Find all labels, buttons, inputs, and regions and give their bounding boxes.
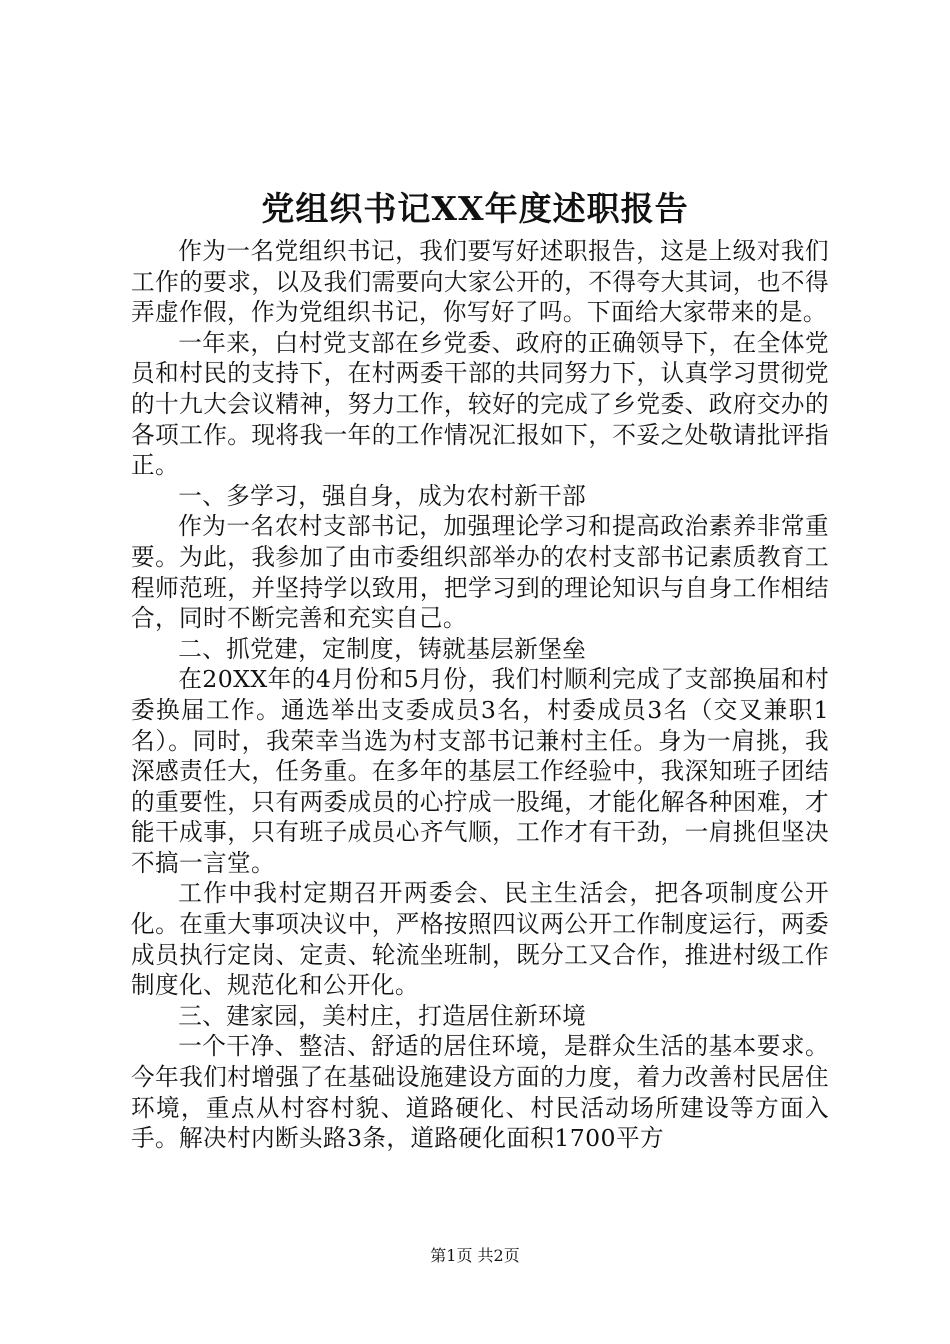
paragraph: 一个干净、整洁、舒适的居住环境，是群众生活的基本要求。今年我们村增强了在基础设施建设方面的力度，着力改善村民居住环境，重点从村容村貌、道路硬化、村民活动场所建设等方面入手。解决村内断头路3条，道路硬化面积1700平方: [131, 1032, 829, 1153]
document-body: [131, 236, 829, 1154]
paragraph: 一年来，白村党支部在乡党委、政府的正确领导下，在全体党员和村民的支持下，在村两委干部的共同努力下，认真学习贯彻党的十九大会议精神，努力工作，较好的完成了乡党委、政府交办的各项工作。现将我一年的工作情况汇报如下，不妥之处敬请批评指正。: [131, 328, 829, 480]
section-heading: 一、多学习，强自身，成为农村新干部: [178, 481, 587, 510]
section-heading: 二、抓党建，定制度，铸就基层新堡垒: [178, 634, 587, 663]
paragraph: 在20XX年的4月份和5月份，我们村顺利完成了支部换届和村委换届工作。通选举出支委成员3名，村委成员3名（交叉兼职1名）。同时，我荣幸当选为村支部书记兼村主任。身为一肩挑，我深感责任大，任务重。在多年的基层工作经验中，我深知班子团结的重要性，只有两委成员的心拧成一股绳，才能化解各种困难，才能干成事，只有班子成员心齐气顺，工作才有干劲，一肩挑但坚决不搞一言堂。: [131, 665, 829, 877]
paragraph: 作为一名农村支部书记，加强理论学习和提高政治素养非常重要。为此，我参加了由市委组织部举办的农村支部书记素质教育工程师范班，并坚持学以致用，把学习到的理论知识与自身工作相结合，同时不断完善和充实自己。: [131, 512, 829, 633]
paragraph: 工作中我村定期召开两委会、民主生活会，把各项制度公开化。在重大事项决议中，严格按照四议两公开工作制度运行，两委成员执行定岗、定责、轮流坐班制，既分工又合作，推进村级工作制度化、规范化和公开化。: [131, 879, 829, 1000]
section-heading: 三、建家园，美村庄，打造居住新环境: [178, 1001, 587, 1030]
document-title: 党组织书记XX年度述职报告: [261, 189, 689, 228]
page-number-footer: 第1页 共2页: [430, 1246, 520, 1265]
paragraph: 作为一名党组织书记，我们要写好述职报告，这是上级对我们工作的要求，以及我们需要向大家公开的，不得夸大其词，也不得弄虚作假，作为党组织书记，你写好了吗。下面给大家带来的是。: [131, 237, 829, 327]
